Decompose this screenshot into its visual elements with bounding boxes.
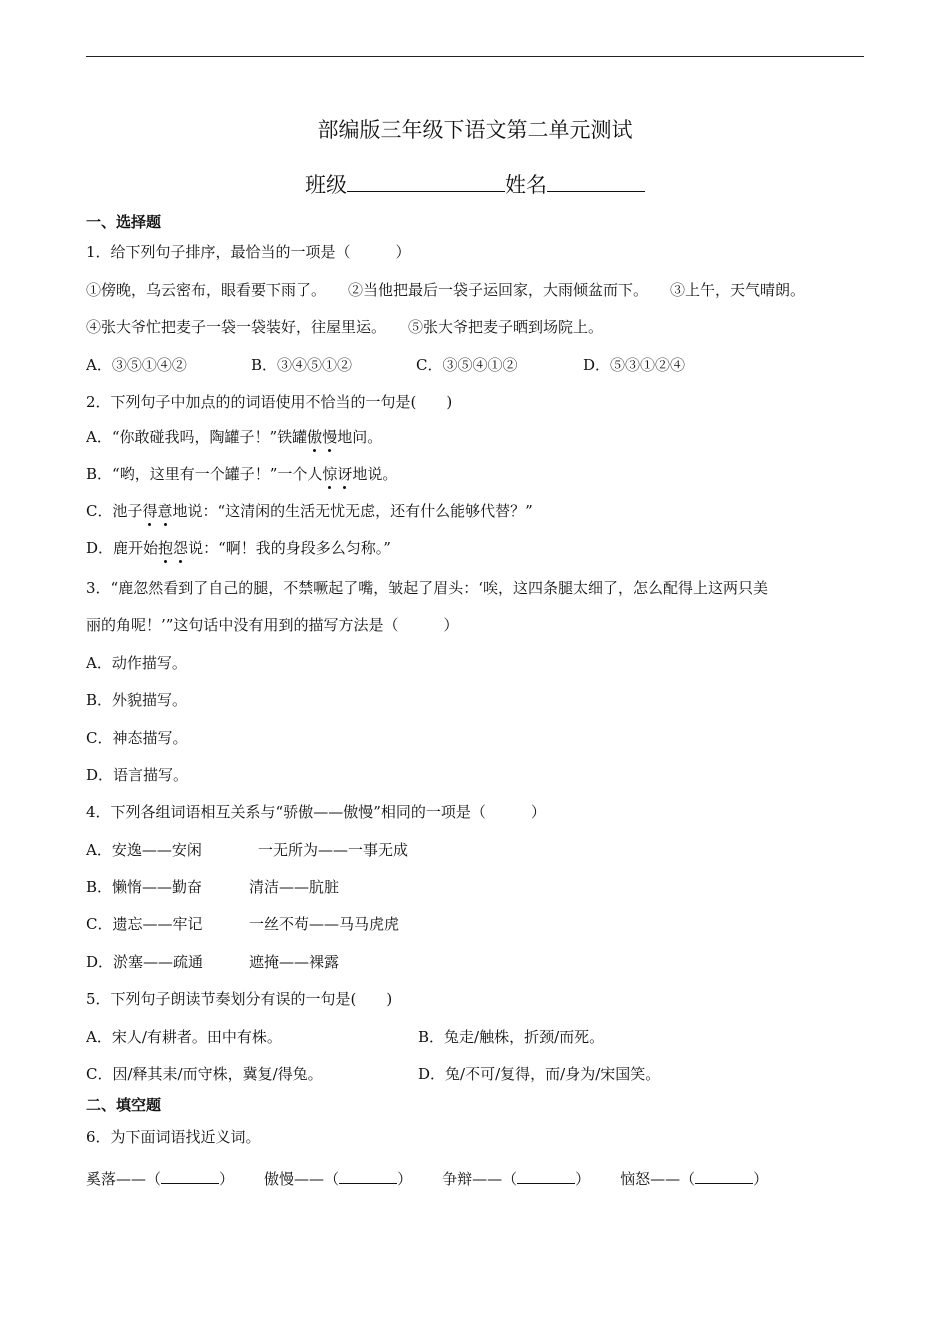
- option-a[interactable]: A．宋人/有耕者。田中有株。: [86, 1028, 282, 1046]
- question-6-stem: 6．为下面词语找近义词。: [86, 1128, 261, 1146]
- header-rule: [86, 56, 864, 57]
- question-3-option-a[interactable]: A．动作描写。: [86, 654, 187, 672]
- paren-open: （: [502, 1170, 518, 1188]
- option-text: B．“哟，这里有一个罐子！”一个人: [86, 465, 323, 483]
- dotted-char: 傲: [307, 428, 323, 446]
- question-4-option-b[interactable]: [86, 877, 339, 897]
- dotted-char: 得: [142, 502, 158, 520]
- option-d[interactable]: D．兔/不可/复得，而/身为/宋国笑。: [418, 1065, 661, 1083]
- word-2: 傲慢——: [264, 1170, 325, 1188]
- answer-blank-3[interactable]: [517, 1169, 575, 1184]
- dotted-char: 讶: [337, 465, 353, 483]
- answer-blank-2[interactable]: [339, 1169, 397, 1184]
- question-2-option-b[interactable]: [86, 464, 397, 484]
- question-5-options-row-2: [86, 1064, 660, 1084]
- option-text: 说：“啊！我的身段多么匀称。”: [188, 539, 391, 557]
- option-pair-1: D．淤塞——疏通: [86, 953, 204, 971]
- option-pair-1: C．遗忘——牢记: [86, 915, 203, 933]
- class-label: 班级: [305, 173, 347, 197]
- answer-blank-1[interactable]: [161, 1169, 219, 1184]
- question-4-option-d[interactable]: [86, 952, 339, 972]
- dotted-char: 怨: [173, 539, 189, 557]
- option-pair-1: B．懒惰——勤奋: [86, 878, 203, 896]
- option-c[interactable]: C．因/释其耒/而守株，冀复/得兔。: [86, 1065, 323, 1083]
- question-4-stem: 4．下列各组词语相互关系与“骄傲——傲慢”相同的一项是（ ）: [86, 803, 546, 821]
- dotted-char: 抱: [158, 539, 174, 557]
- word-1: 奚落——: [86, 1170, 147, 1188]
- option-a[interactable]: A．③⑤①④②: [86, 356, 187, 374]
- question-5-stem: 5．下列句子朗读节奏划分有误的一句是( ): [86, 990, 393, 1008]
- sentence-1: ①傍晚，乌云密布，眼看要下雨了。: [86, 281, 327, 299]
- option-text: 地说：“这清闲的生活无忧无虑，还有什么能够代替？”: [172, 502, 533, 520]
- paren-close: ）: [397, 1170, 413, 1188]
- class-name-line: [0, 169, 950, 199]
- option-text: D．鹿开始: [86, 539, 159, 557]
- option-d[interactable]: D．⑤③①②④: [583, 356, 686, 374]
- paren-close: ）: [219, 1170, 235, 1188]
- sentence-4: ④张大爷忙把麦子一袋一袋装好，往屋里运。: [86, 318, 387, 336]
- question-4-option-c[interactable]: [86, 914, 399, 934]
- question-1-stem: 1．给下列句子排序，最恰当的一项是（ ）: [86, 243, 411, 261]
- question-2-option-d[interactable]: [86, 538, 391, 558]
- paren-close: ）: [753, 1170, 769, 1188]
- question-6-items: [86, 1169, 768, 1189]
- option-text: C．池子: [86, 502, 143, 520]
- name-field[interactable]: [547, 169, 645, 192]
- option-text: A．“你敢碰我吗，陶罐子！”铁罐: [86, 428, 308, 446]
- question-2-stem: 2．下列句子中加点的的词语使用不恰当的一句是( ): [86, 393, 453, 411]
- option-pair-2: 一丝不苟——马马虎虎: [249, 915, 400, 933]
- paren-open: （: [146, 1170, 162, 1188]
- option-text: 地问。: [337, 428, 383, 446]
- question-1-options: [86, 355, 685, 375]
- question-1-sentences-row-2: [86, 317, 603, 337]
- option-b[interactable]: B．兔走/触株，折颈/而死。: [418, 1028, 605, 1046]
- class-field[interactable]: [347, 169, 505, 192]
- option-b[interactable]: B．③④⑤①②: [251, 356, 353, 374]
- question-2-option-a[interactable]: [86, 427, 382, 447]
- option-c[interactable]: C．③⑤④①②: [416, 356, 518, 374]
- question-2-option-c[interactable]: [86, 501, 533, 521]
- option-pair-2: 清洁——肮脏: [249, 878, 340, 896]
- answer-blank-4[interactable]: [695, 1169, 753, 1184]
- word-3: 争辩——: [442, 1170, 503, 1188]
- paren-open: （: [324, 1170, 340, 1188]
- paren-close: ）: [575, 1170, 591, 1188]
- sentence-5: ⑤张大爷把麦子晒到场院上。: [408, 318, 604, 336]
- question-3-stem-line-1: 3．“鹿忽然看到了自己的腿，不禁噘起了嘴，皱起了眉头：‘唉，这四条腿太细了，怎么配得上这两只美: [86, 579, 768, 597]
- section-heading-fill-in: 二、填空题: [86, 1096, 162, 1114]
- name-label: 姓名: [505, 173, 547, 197]
- question-4-option-a[interactable]: [86, 840, 408, 860]
- dotted-char: 慢: [322, 428, 338, 446]
- dotted-char: 意: [157, 502, 173, 520]
- question-3-option-b[interactable]: B．外貌描写。: [86, 691, 188, 709]
- sentence-3: ③上午，天气晴朗。: [670, 281, 806, 299]
- question-3-option-d[interactable]: D．语言描写。: [86, 766, 189, 784]
- word-4: 恼怒——: [620, 1170, 681, 1188]
- option-pair-2: 一无所为——一事无成: [258, 841, 409, 859]
- question-1-sentences-row-1: [86, 280, 805, 300]
- question-3-stem-line-2: 丽的角呢！’”这句话中没有用到的描写方法是（ ）: [86, 616, 459, 634]
- dotted-char: 惊: [322, 465, 338, 483]
- sentence-2: ②当他把最后一袋子运回家，大雨倾盆而下。: [348, 281, 649, 299]
- option-text: 地说。: [352, 465, 398, 483]
- page-title: 部编版三年级下语文第二单元测试: [317, 118, 633, 142]
- paren-open: （: [680, 1170, 696, 1188]
- option-pair-1: A．安逸——安闲: [86, 841, 202, 859]
- option-pair-2: 遮掩——裸露: [249, 953, 340, 971]
- question-5-options-row-1: [86, 1027, 604, 1047]
- section-heading-choice: 一、选择题: [86, 213, 162, 231]
- question-3-option-c[interactable]: C．神态描写。: [86, 729, 188, 747]
